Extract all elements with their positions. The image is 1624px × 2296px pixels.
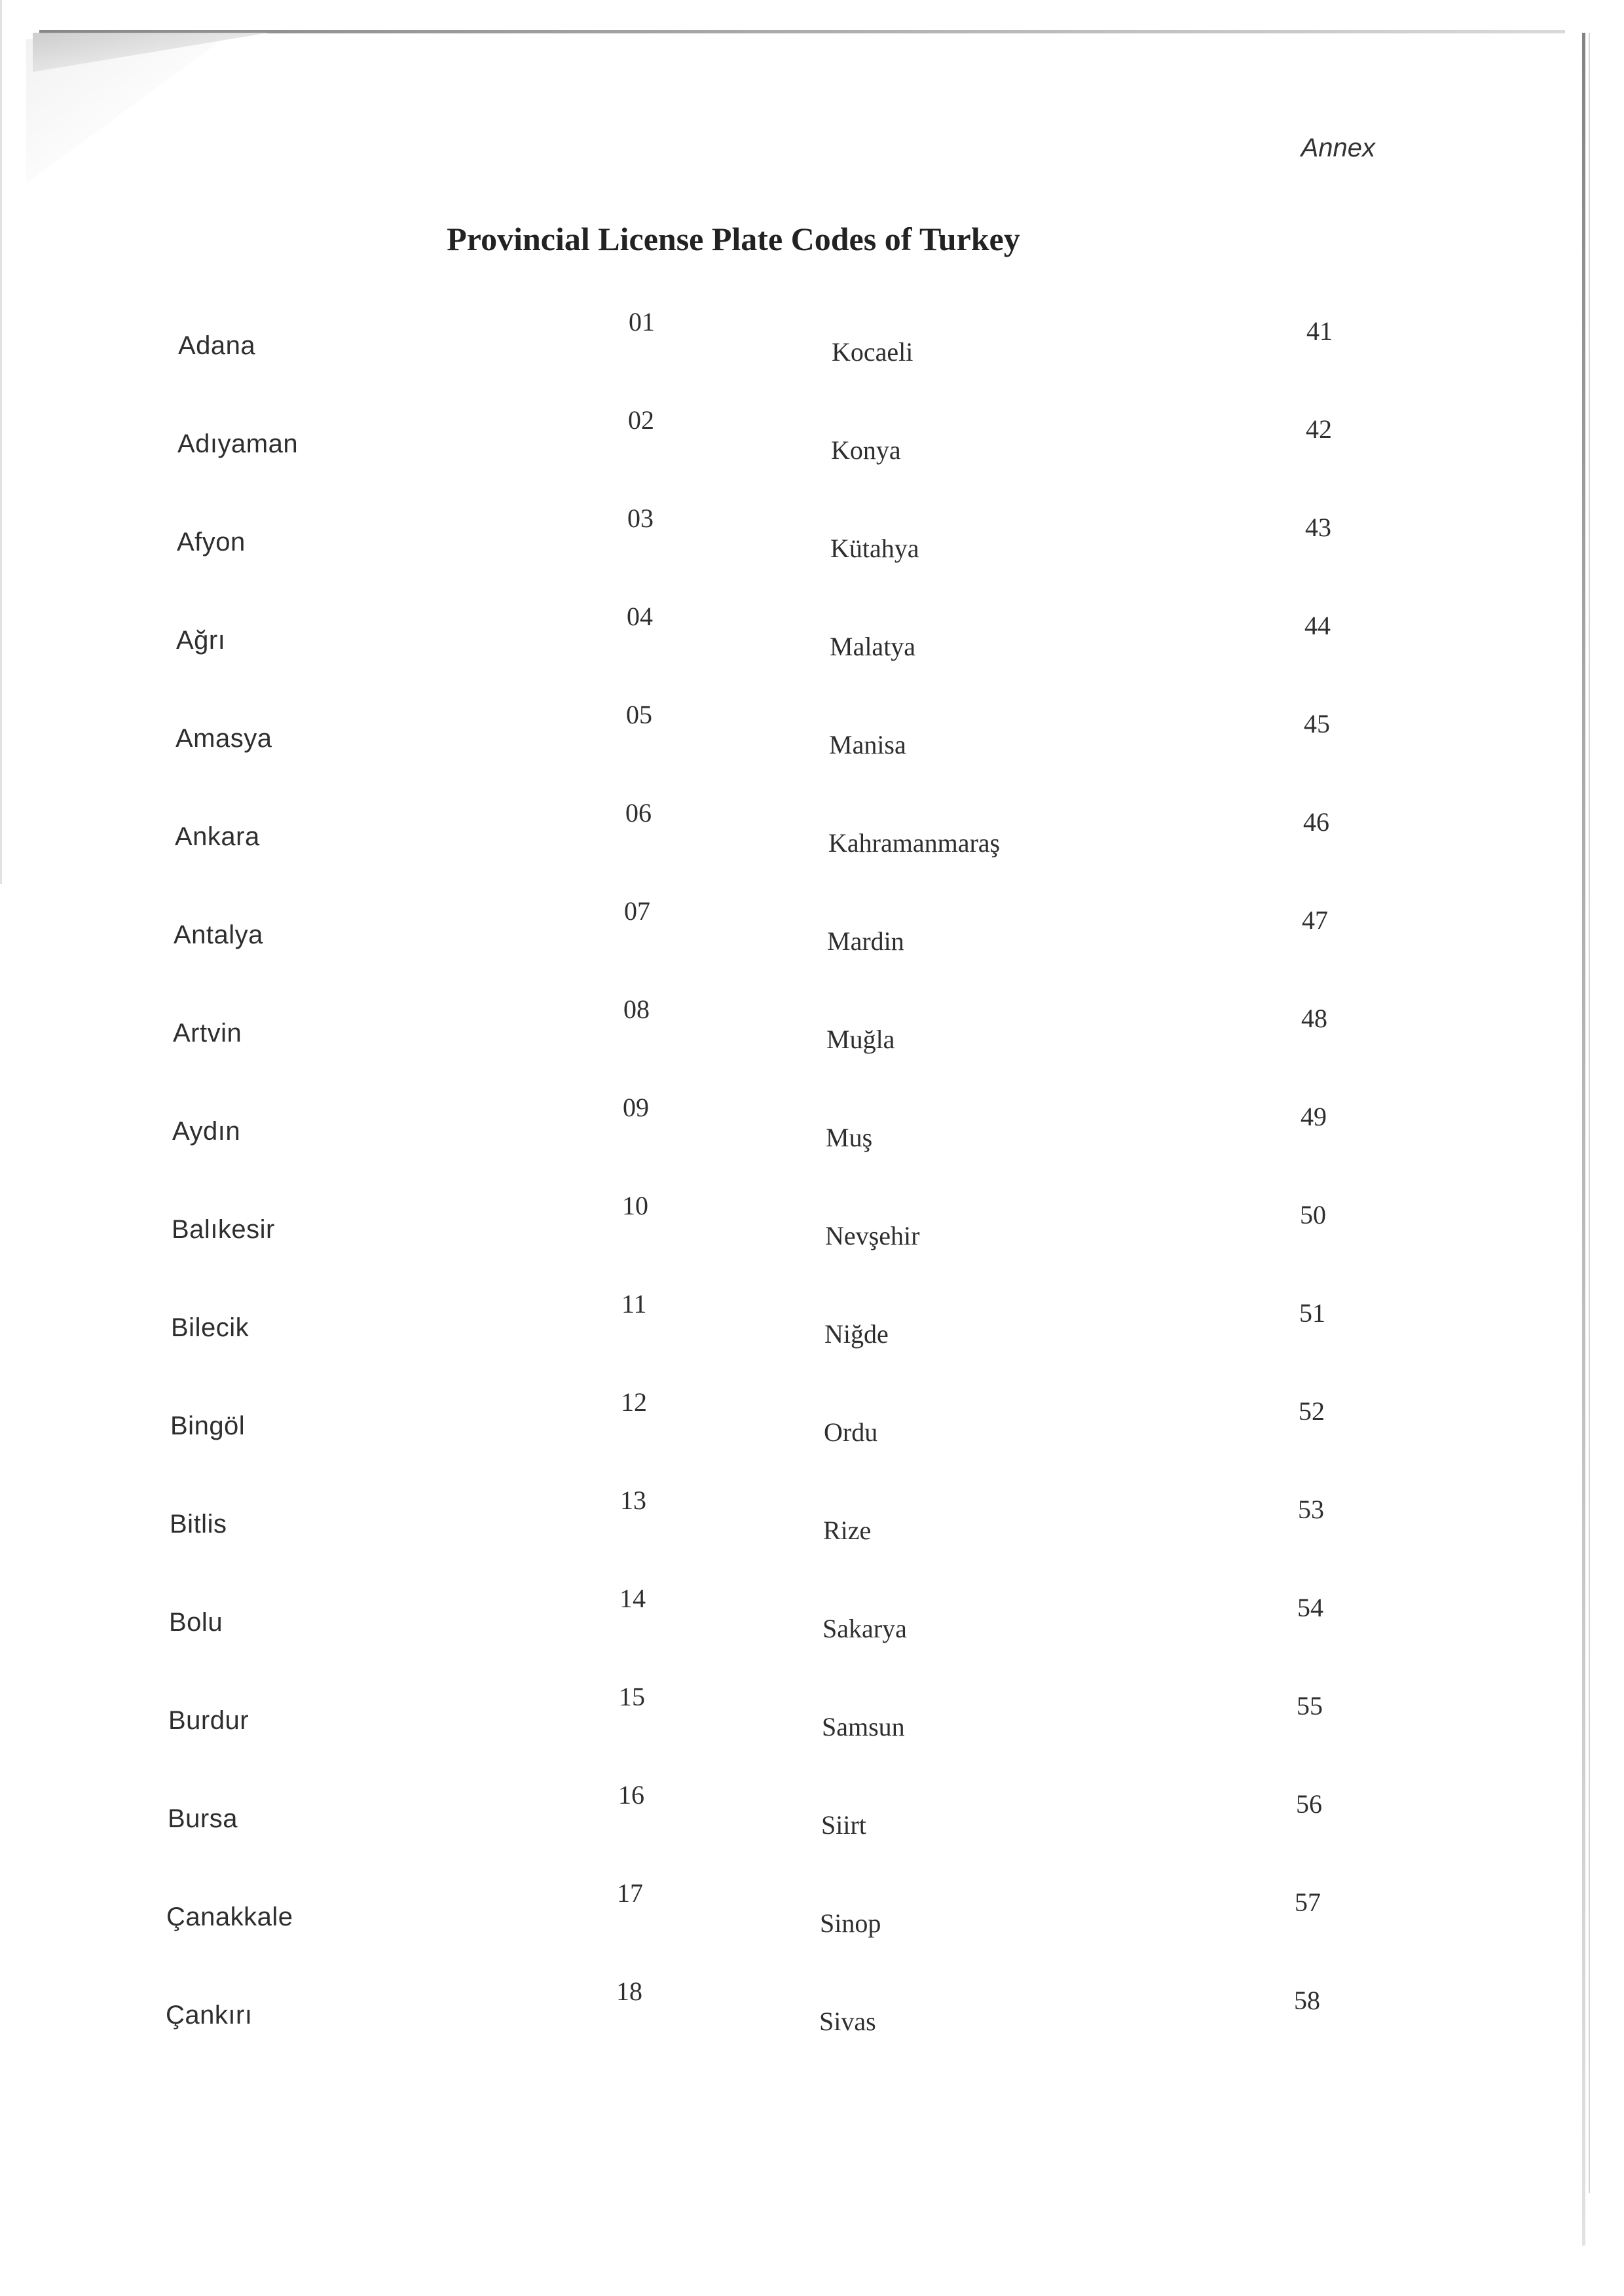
right-province-name: Sakarya	[822, 1614, 907, 1643]
left-province-name: Afyon	[177, 528, 246, 556]
left-province-name: Amasya	[175, 724, 272, 753]
right-plate-code: 41	[1306, 316, 1333, 346]
left-province-name: Adıyaman	[177, 429, 299, 458]
right-province-name: Niğde	[824, 1319, 889, 1349]
left-plate-code: 09	[623, 1093, 649, 1122]
right-province-name: Mardin	[827, 926, 904, 956]
left-plate-code: 05	[626, 700, 652, 729]
right-plate-code: 51	[1299, 1298, 1325, 1328]
table-row	[0, 1288, 1624, 1387]
left-plate-code: 13	[620, 1485, 646, 1515]
left-plate-code: 02	[628, 405, 654, 435]
left-plate-code: 12	[621, 1387, 647, 1417]
left-plate-code: 18	[616, 1977, 642, 2006]
table-row	[0, 1190, 1624, 1288]
right-province-name: Kocaeli	[832, 337, 913, 367]
right-province-name: Manisa	[829, 730, 906, 759]
table-row	[0, 896, 1624, 994]
left-province-name: Adana	[178, 331, 256, 360]
table-row	[0, 1583, 1624, 1681]
left-province-name: Ankara	[175, 822, 260, 851]
table-row	[0, 1976, 1624, 2074]
left-plate-code: 04	[627, 602, 653, 631]
right-province-name: Kahramanmaraş	[828, 828, 1001, 858]
right-plate-code: 54	[1297, 1593, 1323, 1622]
table-row	[0, 1779, 1624, 1878]
table-row	[0, 1092, 1624, 1190]
right-plate-code: 53	[1298, 1495, 1324, 1524]
table-row	[0, 306, 1624, 405]
left-province-name: Burdur	[168, 1706, 249, 1735]
left-province-name: Antalya	[174, 920, 263, 949]
annex-label: Annex	[1301, 134, 1375, 162]
right-plate-code: 46	[1303, 807, 1329, 837]
left-province-name: Bingöl	[170, 1412, 246, 1440]
left-province-name: Artvin	[173, 1019, 242, 1048]
page-title: Provincial License Plate Codes of Turkey	[447, 221, 1020, 257]
left-plate-code: 16	[618, 1780, 644, 1810]
right-province-name: Konya	[831, 435, 901, 465]
left-plate-code: 14	[619, 1584, 646, 1613]
right-plate-code: 57	[1295, 1887, 1321, 1917]
right-plate-code: 44	[1304, 611, 1331, 640]
right-plate-code: 43	[1305, 513, 1331, 542]
right-province-name: Rize	[823, 1516, 872, 1545]
left-province-name: Bitlis	[170, 1510, 227, 1539]
right-plate-code: 55	[1297, 1691, 1323, 1721]
left-province-name: Ağrı	[176, 626, 226, 655]
table-row	[0, 1878, 1624, 1976]
table-row	[0, 1485, 1624, 1583]
table-row	[0, 797, 1624, 896]
left-province-name: Bolu	[169, 1608, 223, 1637]
right-province-name: Samsun	[822, 1712, 905, 1741]
right-province-name: Malatya	[830, 632, 916, 661]
right-plate-code: 58	[1294, 1986, 1320, 2015]
right-province-name: Sivas	[819, 2007, 876, 2036]
right-plate-code: 48	[1301, 1004, 1327, 1033]
left-plate-code: 08	[623, 994, 650, 1024]
table-row	[0, 503, 1624, 601]
left-plate-code: 06	[625, 798, 652, 828]
left-plate-code: 01	[629, 307, 655, 337]
right-plate-code: 50	[1300, 1200, 1326, 1230]
table-row	[0, 1681, 1624, 1779]
left-plate-code: 15	[619, 1682, 645, 1711]
right-plate-code: 42	[1306, 414, 1332, 444]
right-province-name: Sinop	[820, 1908, 881, 1938]
right-province-name: Siirt	[821, 1810, 866, 1840]
left-province-name: Aydın	[172, 1117, 241, 1146]
table-row	[0, 994, 1624, 1092]
right-plate-code: 47	[1302, 905, 1328, 935]
right-plate-code: 52	[1299, 1396, 1325, 1426]
left-plate-code: 10	[622, 1191, 648, 1220]
right-province-name: Kütahya	[830, 534, 919, 563]
right-province-name: Muğla	[826, 1025, 895, 1054]
left-province-name: Bilecik	[171, 1313, 249, 1342]
table-row	[0, 1387, 1624, 1485]
right-province-name: Nevşehir	[825, 1221, 920, 1250]
right-province-name: Muş	[826, 1123, 873, 1152]
left-plate-code: 17	[617, 1878, 643, 1908]
right-province-name: Ordu	[824, 1417, 878, 1447]
left-province-name: Çanakkale	[166, 1903, 293, 1931]
table-row	[0, 601, 1624, 699]
left-plate-code: 03	[627, 503, 654, 533]
left-province-name: Çankırı	[166, 2001, 253, 2030]
table-row	[0, 405, 1624, 503]
table-row	[0, 699, 1624, 797]
right-plate-code: 49	[1301, 1102, 1327, 1131]
left-province-name: Bursa	[168, 1804, 238, 1833]
left-plate-code: 11	[621, 1289, 647, 1319]
right-plate-code: 45	[1304, 709, 1330, 738]
right-plate-code: 56	[1296, 1789, 1322, 1819]
left-province-name: Balıkesir	[172, 1215, 275, 1244]
left-plate-code: 07	[624, 896, 650, 926]
